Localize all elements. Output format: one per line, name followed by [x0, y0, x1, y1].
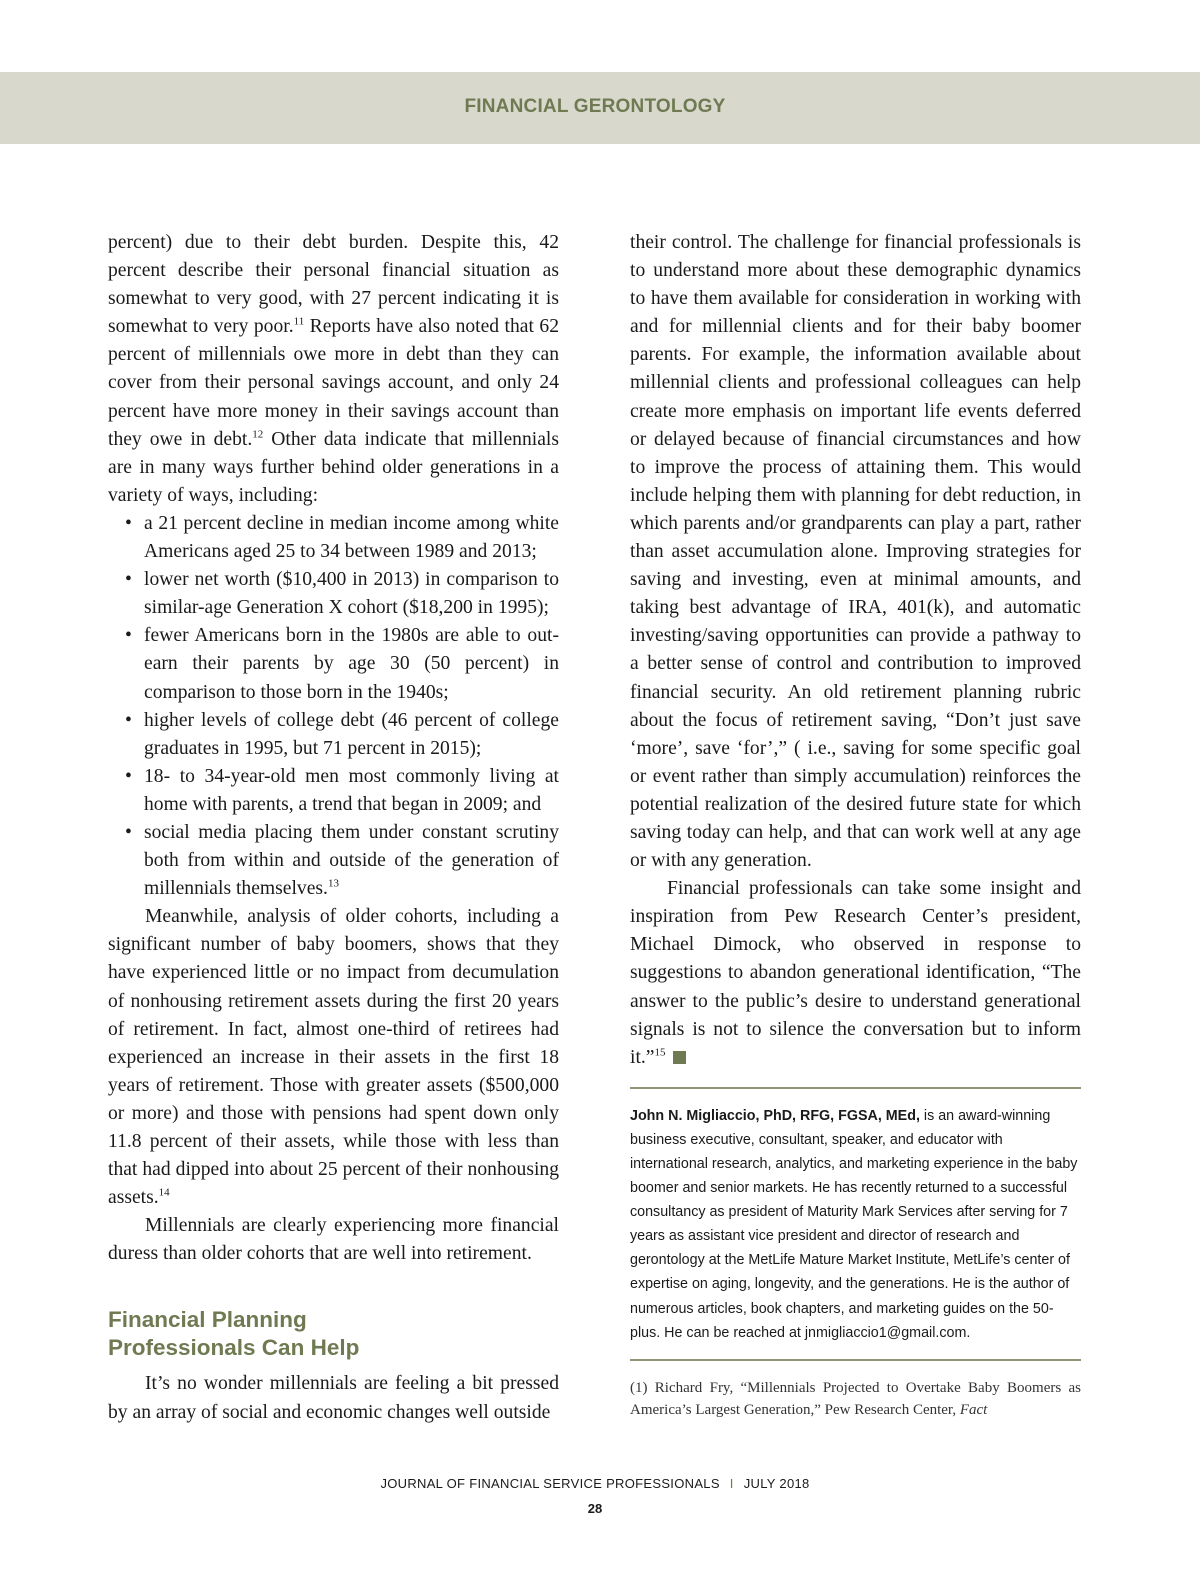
- section-heading-line: Professionals Can Help: [108, 1335, 360, 1361]
- footnote-italic: Fact: [959, 1402, 988, 1419]
- page-number: 28: [587, 1501, 603, 1516]
- paragraph: Millennials are clearly experiencing more financial duress than older cohorts that are well into retirement.: [108, 1215, 559, 1265]
- list-item: • higher levels of college debt (46 percent of college graduates in 1995, but 71 percent in 2015);: [108, 707, 559, 763]
- paragraph-text: percent) due to their debt burden. Despite this, 42 percent describe their personal financial situation as somewhat to very good, with 27 percent indicating it is somewhat to very poor.: [108, 232, 559, 338]
- list-item-text: social media placing them under constant scrutiny both from within and outside of the generation of millennials themselves.: [144, 821, 559, 900]
- paragraph-text: Meanwhile, analysis of older cohorts, including a significant number of baby boomers, shows that they have experienced little or no impact from decumulation of nonhousing retirement assets during the first 20 years of retirement. In fact, almost one-third of retirees had experienced an increase in their assets in the first 18 years of retirement. Those with greater assets ($500,000 or more) and those with pensions had spent down only 11.8 percent of their assets, while those with less than that had dipped into about 25 percent of their nonhousing assets.: [108, 906, 559, 1209]
- author-bio-text: is an award-winning business executive, consultant, speaker, and educator with international research, analytics, and marketing experience in the baby boomer and senior markets. He has recently returned to a successful consultancy as president of Maturity Mark Services after serving for 7 years as assistant vice president and director of research and gerontology at the MetLife Mature Market Institute, MetLife’s center of expertise on aging, longevity, and the generations. He is the author of numerous articles, book chapters, and marketing guides on the 50-plus. He can be reached at jnmigliaccio1@gmail.com.: [630, 1107, 1078, 1341]
- section-heading-line: Financial Planning: [108, 1307, 307, 1333]
- paragraph-text: Financial professionals can take some insight and inspiration from Pew Research Center’s president, Michael Dimock, who observed in response to suggestions to abandon generational identification, “The answer to the public’s desire to understand generational signals is not to silence the conversation but to inform it.”: [630, 878, 1081, 1068]
- divider: [630, 1359, 1081, 1361]
- section-heading: [108, 1306, 559, 1362]
- footnote-ref: 15: [654, 1046, 666, 1059]
- journal-name: JOURNAL OF FINANCIAL SERVICE PROFESSIONALS: [380, 1476, 720, 1491]
- paragraph: It’s no wonder millennials are feeling a bit pressed by an array of social and economic changes well outside: [108, 1373, 559, 1423]
- footnote-ref: 13: [327, 877, 339, 890]
- footnote: [630, 1377, 1081, 1422]
- issue-date: JULY 2018: [743, 1476, 810, 1491]
- list-item: [108, 819, 559, 903]
- paragraph: [108, 903, 559, 1212]
- footnote-text: (1) Richard Fry, “Millennials Projected to Overtake Baby Boomers as America’s Largest Generation,” Pew Research Center,: [630, 1379, 1081, 1419]
- list-item: • 18- to 34-year-old men most commonly living at home with parents, a trend that began in 2009; and: [108, 763, 559, 819]
- list-item: • lower net worth ($10,400 in 2013) in comparison to similar-age Generation X cohort ($18,200 in 1995);: [108, 566, 559, 622]
- paragraph: [108, 229, 559, 510]
- divider: [630, 1087, 1081, 1089]
- list-item: • a 21 percent decline in median income among white Americans aged 25 to 34 between 1989 and 2013;: [108, 510, 559, 566]
- right-column: [630, 229, 1081, 1422]
- footer-separator: I: [729, 1476, 734, 1491]
- author-bio: [630, 1104, 1081, 1345]
- paragraph: their control. The challenge for financial professionals is to understand more about these demographic dynamics to have them available for consideration in working with and for millennial clients and for their baby boomer parents. For example, the information available about millennial clients and professional colleagues can help create more emphasis on important life events deferred or delayed because of financial circumstances and how to improve the process of attaining them. This would include helping them with planning for debt reduction, in which parents and/or grandparents can play a part, rather than asset accumulation alone. Improving strategies for saving and investing, even at minimal amounts, and taking best advantage of IRA, 401(k), and automatic investing/saving opportunities can provide a pathway to a better sense of control and contribution to improved financial security. An old retirement planning rubric about the focus of retirement saving, “Don’t just save ‘more’, save ‘for’,” ( i.e., saving for some specific goal or event rather than simply accumulation) reinforces the potential realization of the desired future state for which saving today can help, and that can work well at any age or with any generation.: [630, 232, 1081, 872]
- footer-journal-line: [0, 1476, 1190, 1491]
- paragraph-text: Reports have also noted that 62 percent of millennials owe more in debt than they can cover from their personal savings account, and only 24 percent have more money in their savings account than they owe in debt.: [108, 316, 559, 450]
- author-name: John N. Migliaccio, PhD, RFG, FGSA, MEd,: [630, 1107, 920, 1124]
- footnote-ref: 12: [252, 428, 264, 441]
- left-column: [108, 229, 559, 1427]
- paragraph-text: Other data indicate that millennials are in many ways further behind older generations in a variety of ways, including:: [108, 428, 559, 506]
- footnote-ref: 14: [158, 1186, 170, 1199]
- paragraph: [630, 875, 1081, 1072]
- bullet-list: [108, 510, 559, 903]
- end-of-article-mark: [673, 1051, 686, 1064]
- footnote-ref: 11: [293, 315, 305, 328]
- section-running-head: FINANCIAL GERONTOLOGY: [464, 96, 726, 117]
- list-item: • fewer Americans born in the 1980s are able to out-earn their parents by age 30 (50 percent) in comparison to those born in the 1940s;: [108, 622, 559, 706]
